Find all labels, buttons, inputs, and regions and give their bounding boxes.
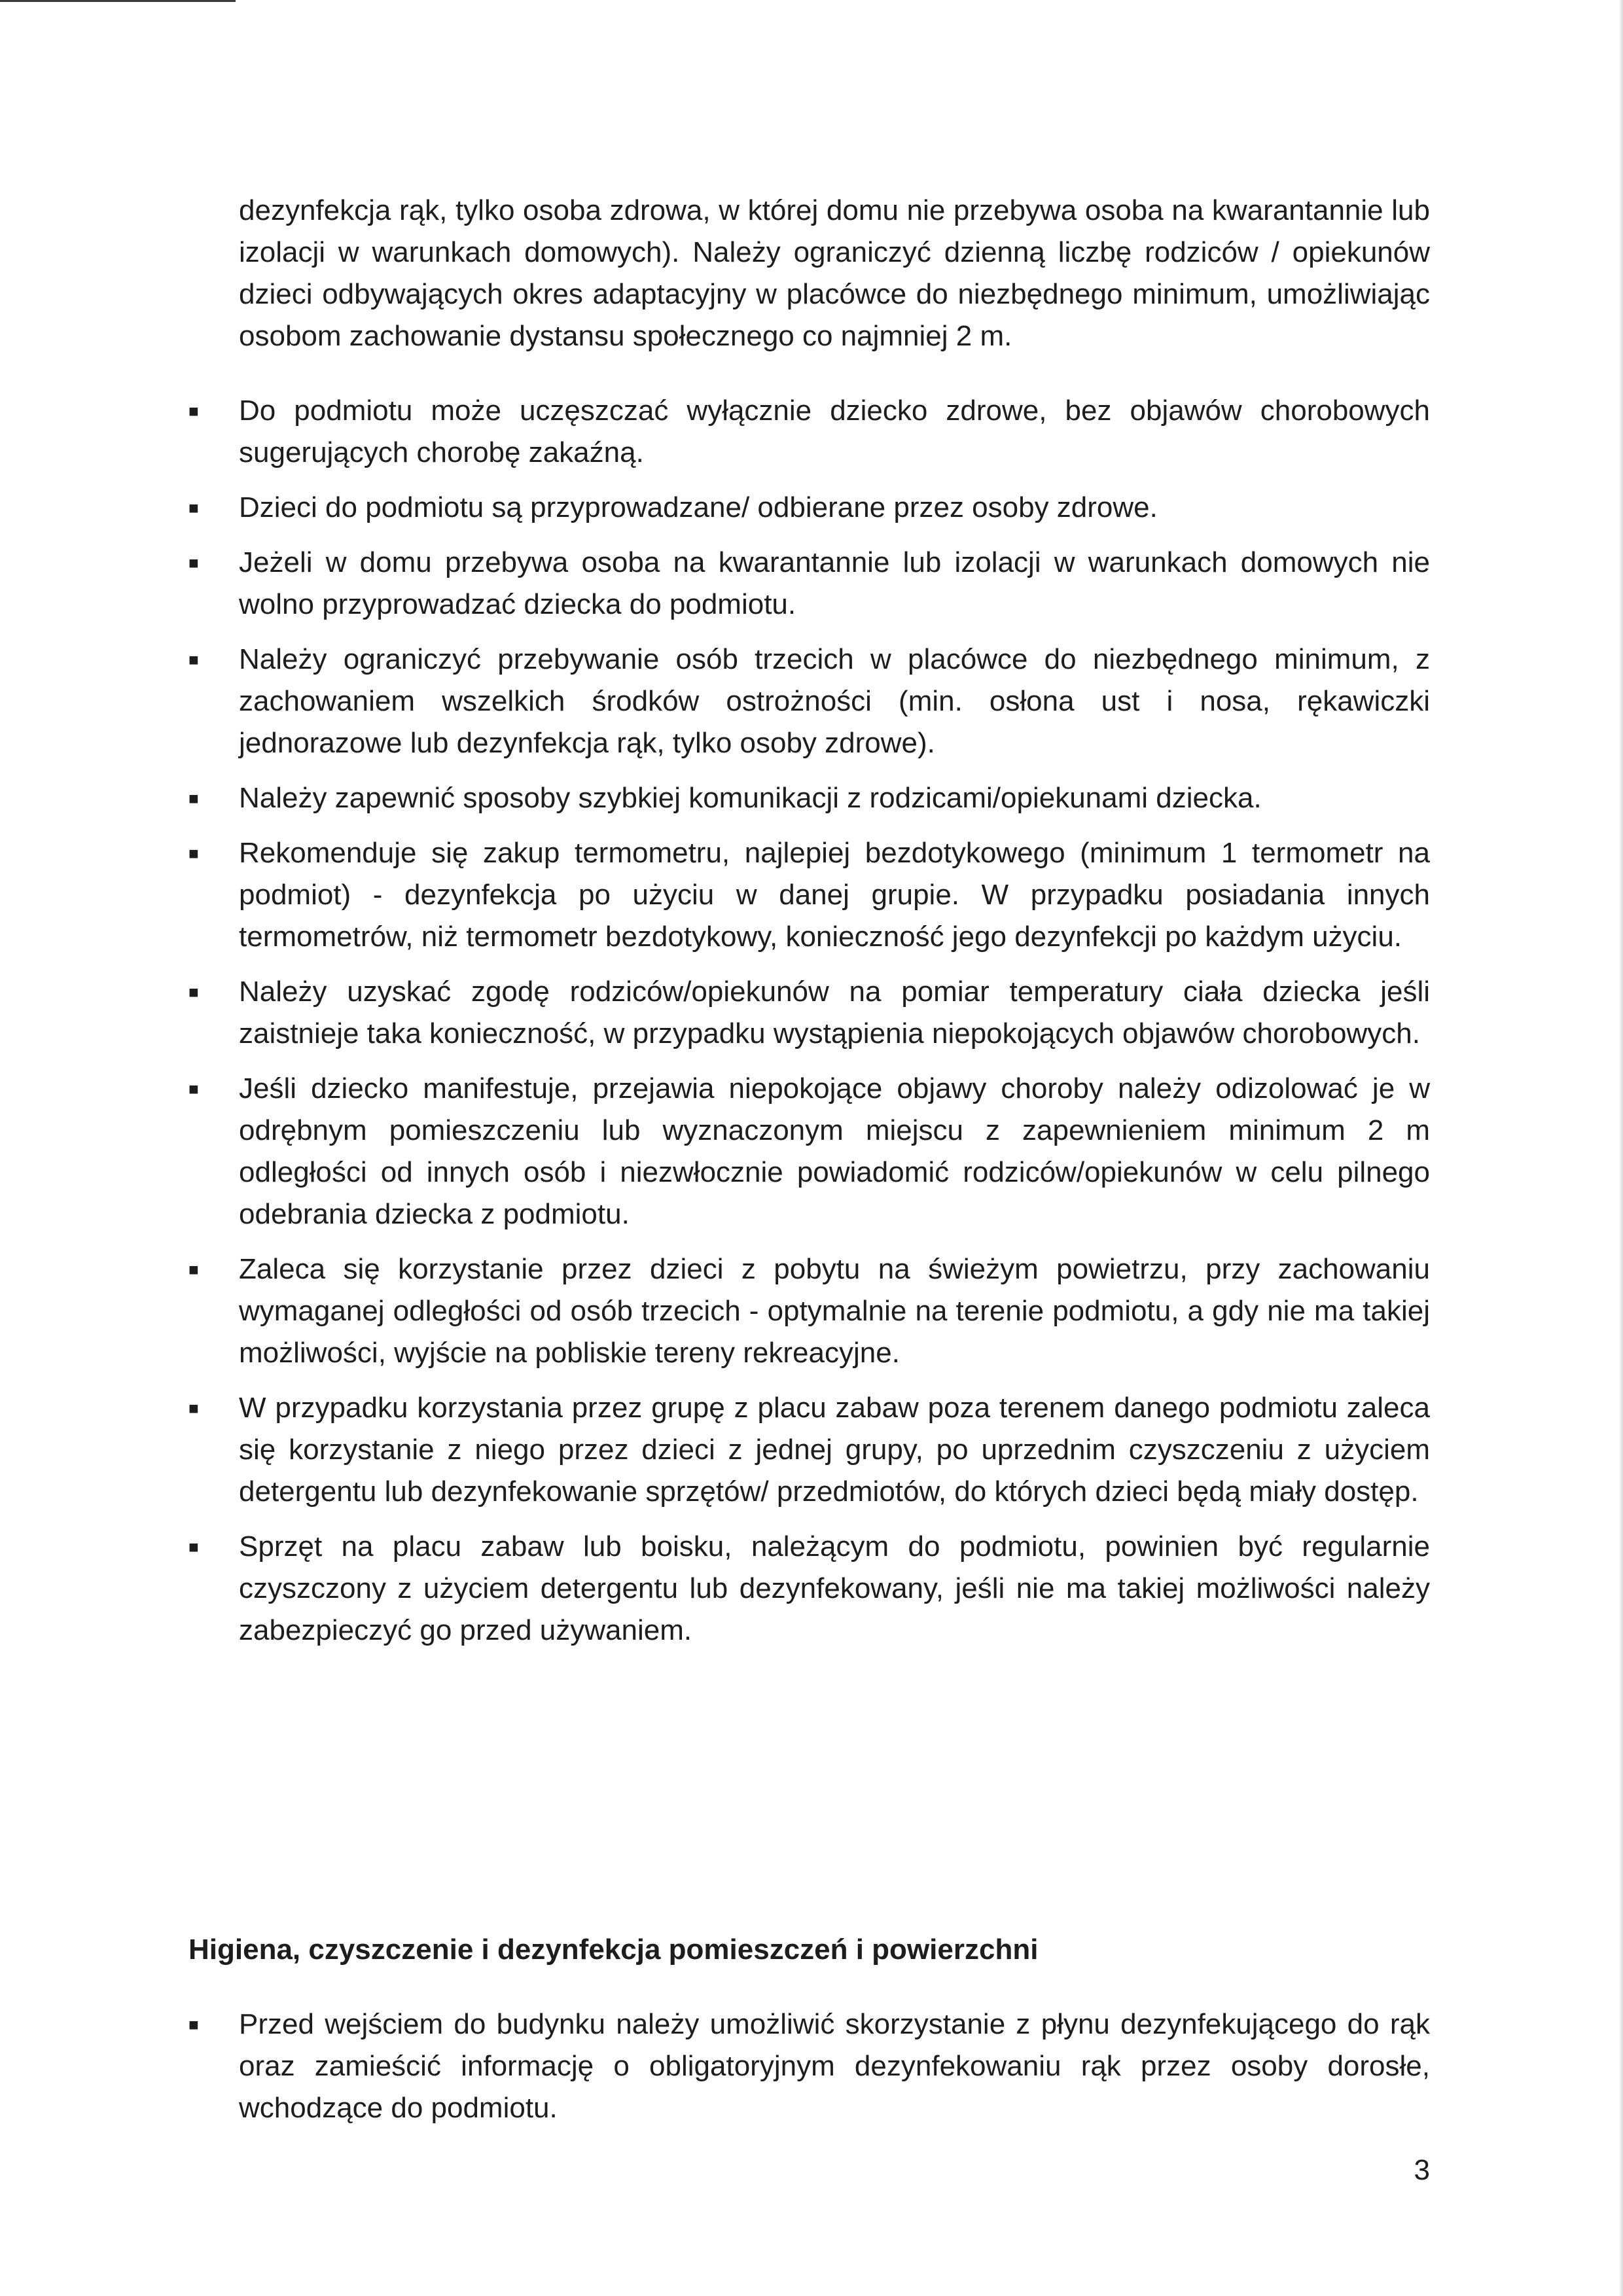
list-item-text: Do podmiotu może uczęszczać wyłącznie dziecko zdrowe, bez objawów chorobowych sugerujących chorobę zakaźną.: [239, 395, 1430, 468]
bullet-marker: ■: [188, 788, 199, 808]
bullet-marker: ■: [188, 650, 199, 669]
bullet-marker: ■: [188, 1537, 199, 1557]
list-item: [188, 1248, 1430, 1374]
list-item-text: Sprzęt na placu zabaw lub boisku, należącym do podmiotu, powinien być regularnie czyszczony z użyciem detergentu lub dezynfekowany, jeśli nie ma takiej możliwości należy zabezpieczyć go przed używaniem.: [239, 1530, 1430, 1646]
bullet-marker: ■: [188, 498, 199, 518]
list-item-text: Rekomenduje się zakup termometru, najlepiej bezdotykowego (minimum 1 termometr na podmiot) - dezynfekcja po użyciu w danej grupie. W przypadku posiadania innych termometrów, niż termometr bezdotykowy, konieczność jego dezynfekcji po każdym użyciu.: [239, 837, 1430, 953]
scan-edge-right: [1620, 0, 1623, 2296]
bullet-marker: ■: [188, 843, 199, 863]
list-item-text: Jeśli dziecko manifestuje, przejawia niepokojące objawy choroby należy odizolować je w odrębnym pomieszczeniu lub wyznaczonym miejscu z zapewnieniem minimum 2 m odległości od innych osób i niezwłocznie powiadomić rodziców/opiekunów w celu pilnego odebrania dziecka z podmiotu.: [239, 1072, 1430, 1230]
list-item: [188, 2004, 1430, 2129]
list-item-text: Należy ograniczyć przebywanie osób trzecich w placówce do niezbędnego minimum, z zachowaniem wszelkich środków ostrożności (min. osłona ust i nosa, rękawiczki jednorazowe lub dezynfekcja rąk, tylko osoby zdrowe).: [239, 643, 1430, 759]
list-item: [188, 542, 1430, 626]
list-item-text: Dzieci do podmiotu są przyprowadzane/ odbierane przez osoby zdrowe.: [239, 491, 1158, 523]
bullet-marker: ■: [188, 1398, 199, 1418]
list-item-text: Zaleca się korzystanie przez dzieci z pobytu na świeżym powietrzu, przy zachowaniu wymaganej odległości od osób trzecich - optymalnie na terenie podmiotu, a gdy nie ma takiej możliwości, wyjście na pobliskie tereny rekreacyjne.: [239, 1253, 1430, 1369]
page-number: 3: [1414, 2154, 1430, 2186]
bullet-marker: ■: [188, 2015, 199, 2034]
list-item-text: Należy zapewnić sposoby szybkiej komunikacji z rodzicami/opiekunami dziecka.: [239, 782, 1262, 814]
section-bullet-list: [188, 2004, 1430, 2142]
list-item: [188, 1526, 1430, 1651]
list-item: [188, 487, 1430, 529]
bullet-marker: ■: [188, 1079, 199, 1099]
list-item-text: W przypadku korzystania przez grupę z placu zabaw poza terenem danego podmiotu zaleca się korzystanie z niego przez dzieci z jednej grupy, po uprzednim czyszczeniu z użyciem detergentu lub dezynfekowanie sprzętów/ przedmiotów, do których dzieci będą miały dostęp.: [239, 1392, 1430, 1508]
list-item: [188, 832, 1430, 958]
section-heading: Higiena, czyszczenie i dezynfekcja pomieszczeń i powierzchni: [188, 1934, 1039, 1966]
intro-paragraph-block: [239, 190, 1430, 357]
list-item: [188, 1068, 1430, 1235]
list-item-text: Jeżeli w domu przebywa osoba na kwarantannie lub izolacji w warunkach domowych nie wolno przyprowadzać dziecka do podmiotu.: [239, 546, 1430, 620]
list-item: [188, 971, 1430, 1055]
scan-edge-top: [0, 0, 236, 2]
bullet-marker: ■: [188, 1260, 199, 1279]
list-item: [188, 639, 1430, 764]
bullet-marker: ■: [188, 401, 199, 421]
intro-paragraph: dezynfekcja rąk, tylko osoba zdrowa, w której domu nie przebywa osoba na kwarantannie lub izolacji w warunkach domowych). Należy ograniczyć dzienną liczbę rodziców / opiekunów dzieci odbywających okres adaptacyjny w placówce do niezbędnego minimum, umożliwiając osobom zachowanie dystansu społecznego co najmniej 2 m.: [239, 194, 1430, 352]
list-item: [188, 390, 1430, 474]
bullet-marker: ■: [188, 982, 199, 1002]
bullet-list: [188, 390, 1430, 1665]
list-item-text: Należy uzyskać zgodę rodziców/opiekunów na pomiar temperatury ciała dziecka jeśli zaistnieje taka konieczność, w przypadku wystąpienia niepokojących objawów chorobowych.: [239, 976, 1430, 1050]
list-item: [188, 1387, 1430, 1513]
bullet-marker: ■: [188, 553, 199, 573]
list-item: [188, 777, 1430, 819]
list-item-text: Przed wejściem do budynku należy umożliwić skorzystanie z płynu dezynfekującego do rąk oraz zamieścić informację o obligatoryjnym dezynfekowaniu rąk przez osoby dorosłe, wchodzące do podmiotu.: [239, 2008, 1430, 2124]
